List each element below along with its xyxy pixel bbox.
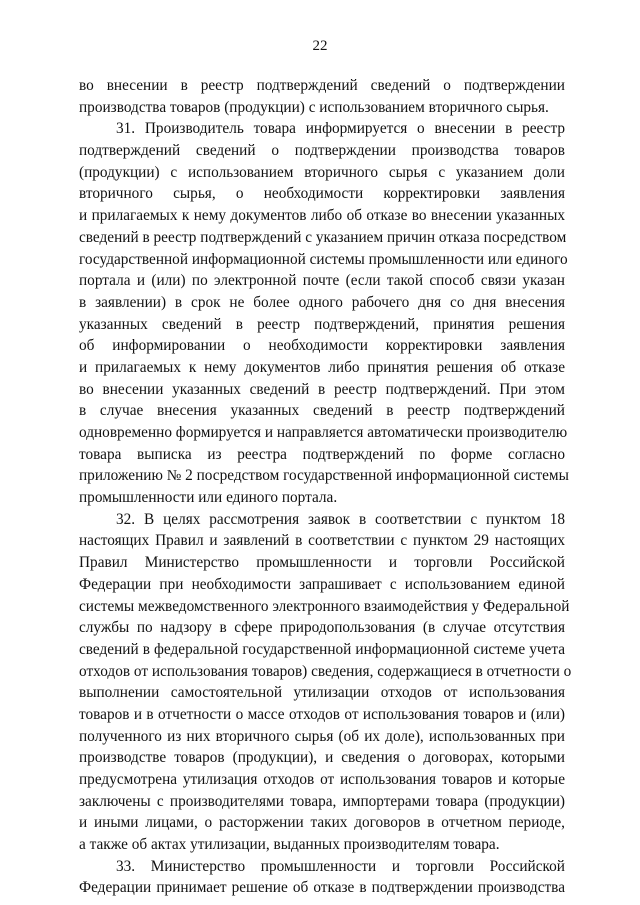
text-line: системы межведомственного электронного взаимодействия у Федеральной xyxy=(79,597,570,615)
text-line: сведений в реестр подтверждений с указанием причин отказа посредством xyxy=(79,228,567,246)
text-line: (продукции) с использованием вторичного сырья с указанием доли xyxy=(79,163,565,181)
page-number: 22 xyxy=(312,38,328,54)
text-line: об информировании о необходимости корректировки заявления xyxy=(79,337,565,355)
text-line: 33. Министерство промышленности и торговли Российской xyxy=(116,857,565,875)
text-line: выполнении самостоятельной утилизации отходов от использования xyxy=(79,684,565,702)
text-line: вторичного сырья, о необходимости корректировки заявления xyxy=(79,185,565,203)
text-line: Федерации принимает решение об отказе в подтверждении производства xyxy=(79,879,565,897)
text-line: товара выписка из реестра подтверждений по форме согласно xyxy=(79,445,565,463)
text-line: и иными лицами, о расторжении таких договоров в отчетном периоде, xyxy=(79,814,565,832)
text-line: отходов от использования товаров) сведения, содержащиеся в отчетности о xyxy=(79,662,572,680)
text-line: полученного из них вторичного сырья (об их доле), использованных при xyxy=(79,727,565,745)
text-line: во внесении указанных сведений в реестр подтверждений. При этом xyxy=(79,380,565,398)
text-line: службы по надзору в сфере природопользования (в случае отсутствия xyxy=(79,619,565,637)
text-line: Правил Министерство промышленности и торговли Российской xyxy=(79,554,565,572)
text-line: во внесении в реестр подтверждений сведений о подтверждении xyxy=(79,77,565,94)
text-line: настоящих Правил и заявлений в соответствии с пунктом 29 настоящих xyxy=(79,532,565,550)
text-line: указанных сведений в реестр подтверждений, принятия решения xyxy=(79,315,565,333)
text-line: товаров и в отчетности о массе отходов от использования товаров и (или) xyxy=(79,705,565,723)
document-body xyxy=(79,75,572,899)
text-line: производстве товаров (продукции), и сведения о договорах, которыми xyxy=(79,749,565,767)
text-line: 31. Производитель товара информируется о внесении в реестр xyxy=(116,120,565,138)
text-line: предусмотрена утилизация отходов от использования товаров и которые xyxy=(79,771,565,788)
text-line: в заявлении) в срок не более одного рабочего дня со дня внесения xyxy=(79,293,565,311)
text-line: 32. В целях рассмотрения заявок в соответствии с пунктом 18 xyxy=(116,510,565,528)
text-line: сведений в федеральной государственной информационной системе учета xyxy=(79,640,565,658)
text-line: государственной информационной системы промышленности или единого xyxy=(79,250,568,268)
text-line: приложению № 2 посредством государственной информационной системы xyxy=(79,467,569,485)
text-line: и прилагаемых к нему документов либо принятия решения об отказе xyxy=(79,358,565,376)
text-line: одновременно формируется и направляется автоматически производителю xyxy=(79,424,568,441)
text-line: в случае внесения указанных сведений в реестр подтверждений xyxy=(79,402,565,420)
text-line: промышленности или единого портала. xyxy=(79,489,338,507)
text-line: подтверждений сведений о подтверждении производства товаров xyxy=(79,142,565,160)
text-line: производства товаров (продукции) с использованием вторичного сырья. xyxy=(79,98,549,116)
text-line: портала и (или) по электронной почте (если такой способ связи указан xyxy=(79,272,565,290)
text-line: и прилагаемых к нему документов либо об отказе во внесении указанных xyxy=(79,207,565,225)
text-line: заключены с производителями товара, импортерами товара (продукции) xyxy=(79,792,565,810)
text-line: а также об актах утилизации, выданных производителям товара. xyxy=(79,836,500,854)
text-line: Федерации при необходимости запрашивает с использованием единой xyxy=(79,575,565,593)
